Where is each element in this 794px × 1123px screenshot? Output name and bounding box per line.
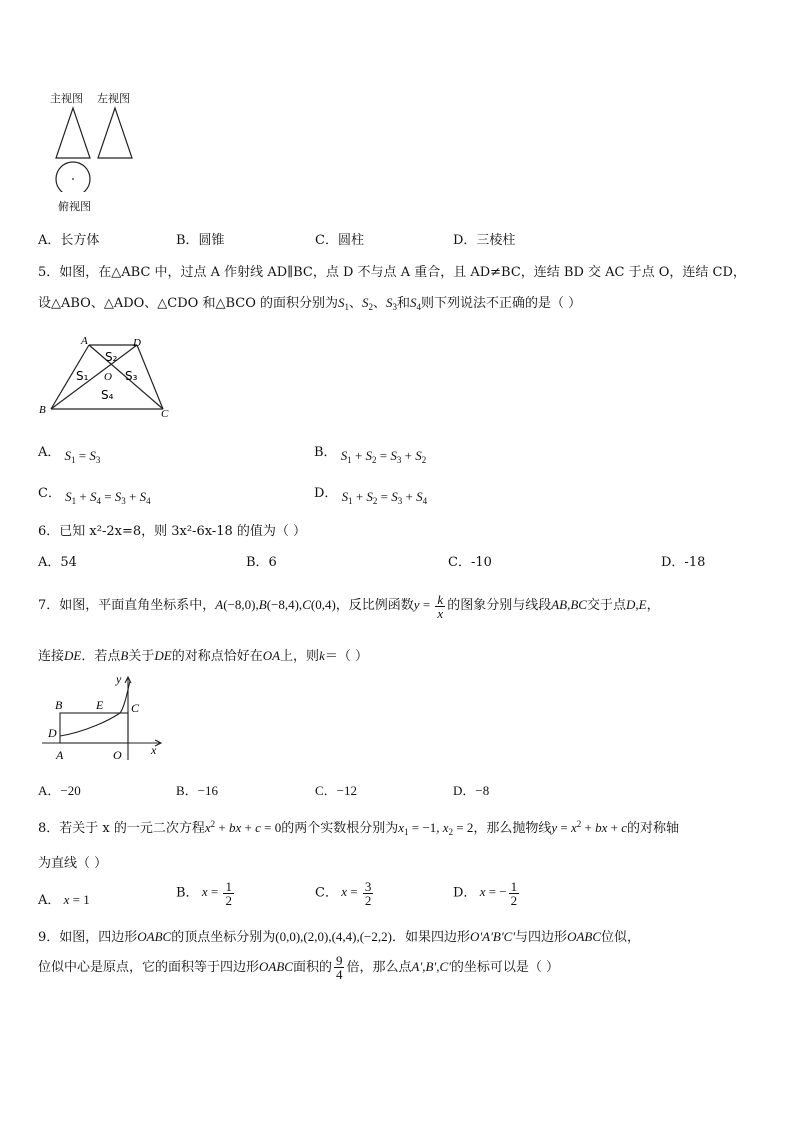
q8-equation: $x^2$ + bx + c = 0 <box>204 819 282 835</box>
q5-option-d-letter: D． <box>314 486 338 501</box>
top-view-center-dot <box>72 178 74 180</box>
q8-stem-line2: 为直线（ ） <box>38 856 108 871</box>
q5-option-a-formula: $S_1 = S_3$ <box>64 448 101 465</box>
q5-stem-line2-a: 设△ABO、△ADO、△CDO 和△BCO 的面积分别为 <box>38 296 338 311</box>
q9-mid3: 与四边形 <box>515 930 568 945</box>
q7-line2-c: 关于 <box>128 649 155 664</box>
q7-label-x: x <box>151 743 157 757</box>
q8-option-c[interactable] <box>315 880 375 907</box>
q5-option-c[interactable] <box>38 482 151 506</box>
q8-option-b-formula: x = $\frac{1}{2}$ <box>198 879 232 908</box>
q7-label-b: B <box>55 698 63 712</box>
q5-label-d: D <box>133 337 141 349</box>
q6-option-b[interactable]: B．6 <box>246 555 277 570</box>
q7-label-y: y <box>116 672 122 686</box>
q6-option-c[interactable]: C．-10 <box>448 555 492 570</box>
q7-oa: OA <box>262 648 281 663</box>
q7-mid: ，反比例函数 <box>335 598 414 613</box>
q8-option-c-formula: x = $\frac{3}{2}$ <box>337 879 372 908</box>
q7-prefix: 7．如图，平面直角坐标系中， <box>38 598 216 613</box>
q7-line2-e: 上，则 <box>280 649 320 664</box>
q8-mid2: ，那么抛物线 <box>473 821 552 836</box>
q8-option-c-letter: C． <box>315 885 338 901</box>
q5-label-s4: S₄ <box>101 388 114 402</box>
q5-option-d[interactable] <box>314 482 428 506</box>
q9-suffix: 位似， <box>601 930 641 945</box>
q5-trapezoid-figure <box>35 333 185 421</box>
q5-s4-symbol: $S_4$ <box>410 295 422 312</box>
q9-oabc-2: OABC <box>567 929 602 944</box>
q9-mid: 的顶点坐标分别为 <box>171 930 276 945</box>
q5-label-a: A <box>81 335 88 347</box>
q7-line2-a: 连接 <box>38 649 65 664</box>
q7-line2-b: ．若点 <box>81 649 121 664</box>
q8-option-b-letter: B． <box>176 885 199 901</box>
q7-points-de: D,E <box>626 597 647 612</box>
q7-de-2: DE <box>154 648 172 663</box>
q9-line2-c: 倍，那么点 <box>346 960 412 975</box>
q5-option-b-formula: $S_1 + S_2 = S_3 + S_2$ <box>340 448 427 465</box>
q5-option-d-formula: $S_1 + S_2 = S_3 + S_4$ <box>341 489 428 506</box>
q8-option-d[interactable] <box>453 880 521 907</box>
left-view-triangle <box>98 108 132 158</box>
q7-k: k <box>319 648 325 663</box>
q5-label-s2: S₂ <box>105 350 118 364</box>
q5-stem-line2-b: 则下列说法不正确的是（ ） <box>421 296 582 311</box>
q7-stem-line2 <box>38 645 368 664</box>
q9-stem-line1 <box>38 926 640 945</box>
q9-points-prime: A',B',C' <box>411 959 451 974</box>
q6-option-d[interactable]: D．-18 <box>661 555 706 570</box>
q7-points: A(−8,0),B(−8,4),C(0,4) <box>215 597 336 612</box>
q8-parabola: $y = x^2$ + bx + c <box>551 819 628 835</box>
q8-prefix: 8．若关于 x 的一元二次方程 <box>38 821 205 836</box>
q8-option-d-letter: D． <box>453 885 477 901</box>
front-view-triangle <box>56 108 90 158</box>
q9-oabc-prime: O'A'B'C' <box>469 929 516 944</box>
q7-option-a[interactable]: A．−20 <box>38 783 81 798</box>
top-view-circle <box>56 162 90 192</box>
q9-fraction: $\frac{9}{4}$ <box>335 953 343 982</box>
q9-stem-line2 <box>38 952 559 983</box>
q5-option-b[interactable] <box>314 441 427 465</box>
q9-line2-d: 的坐标可以是（ ） <box>450 960 560 975</box>
q5-label-s3: S₃ <box>125 369 138 383</box>
q7-comma: ， <box>646 598 660 613</box>
q8-option-b[interactable] <box>176 880 236 907</box>
q8-option-a[interactable] <box>38 880 90 908</box>
q7-function: y = $\frac{k}{x}$ <box>413 591 444 621</box>
q5-area-symbols: $S_1$、$S_2$、$S_3$ <box>338 295 398 312</box>
q7-option-d[interactable]: D．−8 <box>453 783 490 798</box>
q5-label-s1: S₁ <box>76 369 89 383</box>
q7-option-b[interactable]: B．−16 <box>176 783 219 798</box>
q8-stem-line1 <box>38 817 679 837</box>
q8-suffix: 的对称轴 <box>627 821 680 836</box>
q4-option-a[interactable]: A．长方体 <box>38 233 100 248</box>
q5-label-b: B <box>39 404 46 416</box>
q4-option-b[interactable]: B．圆锥 <box>176 233 225 248</box>
q8-option-d-formula: x = − $\frac{1}{2}$ <box>476 879 518 908</box>
q7-stem-line1 <box>38 590 660 621</box>
q6-stem: 6．已知 x²-2x=8，则 3x²-6x-18 的值为（ ） <box>38 524 307 539</box>
q4-option-d[interactable]: D．三棱柱 <box>453 233 516 248</box>
q9-oabc-1: OABC <box>137 929 172 944</box>
left-view-label: 左视图 <box>97 92 130 105</box>
q7-suffix: 的图象分别与线段 <box>447 598 552 613</box>
q5-option-b-letter: B． <box>314 445 337 460</box>
q7-label-o: O <box>113 748 122 762</box>
q7-label-c: C <box>131 701 140 715</box>
q9-mid2: ．如果四边形 <box>391 930 470 945</box>
q5-option-a-letter: A． <box>38 445 61 460</box>
q7-de-1: DE <box>64 648 82 663</box>
q5-option-a[interactable] <box>38 441 101 465</box>
q7-b: B <box>120 648 129 663</box>
q8-roots: $x_1 = -1$, $x_2 = 2$ <box>398 820 474 837</box>
q5-label-o: O <box>104 371 112 383</box>
q7-option-c[interactable]: C．−12 <box>315 783 358 798</box>
q9-line2-b: 面积的 <box>292 960 332 975</box>
q5-option-c-formula: $S_1 + S_4 = S_3 + S_4$ <box>65 489 151 506</box>
three-views-figure <box>50 104 140 192</box>
q5-label-c: C <box>161 408 169 420</box>
q7-coordinate-figure <box>40 672 170 764</box>
q9-oabc-3: OABC <box>259 959 293 974</box>
q7-label-e: E <box>96 698 104 712</box>
q7-line2-f: ＝（ ） <box>324 649 368 664</box>
q9-line2-a: 位似中心是原点，它的面积等于四边形 <box>38 960 260 975</box>
q7-label-a: A <box>56 748 64 762</box>
q5-option-c-letter: C． <box>38 486 61 501</box>
q4-option-c[interactable]: C．圆柱 <box>315 233 364 248</box>
q7-suffix2: 交于点 <box>586 598 626 613</box>
q6-option-a[interactable]: A．54 <box>38 555 77 570</box>
q9-prefix: 9．如图，四边形 <box>38 930 138 945</box>
front-view-label: 主视图 <box>50 92 83 105</box>
q5-and: 和 <box>397 296 411 311</box>
q7-segments: AB,BC <box>551 597 587 612</box>
q8-mid: 的两个实数根分别为 <box>281 821 399 836</box>
q8-option-a-formula: x = 1 <box>60 892 90 907</box>
q5-stem-line1: 5．如图，在△ABC 中，过点 A 作射线 AD∥BC，点 D 不与点 A 重合，且 AD≠BC，连结 BD 交 AC 于点 O，连结 CD， <box>38 265 746 280</box>
q7-label-d: D <box>48 726 57 740</box>
top-view-label: 俯视图 <box>58 200 91 213</box>
q8-option-a-letter: A． <box>38 893 61 908</box>
q7-line2-d: 的对称点恰好在 <box>171 649 263 664</box>
q9-coords: (0,0),(2,0),(4,4),(−2,2) <box>275 929 392 944</box>
q5-stem-line2 <box>38 292 581 312</box>
